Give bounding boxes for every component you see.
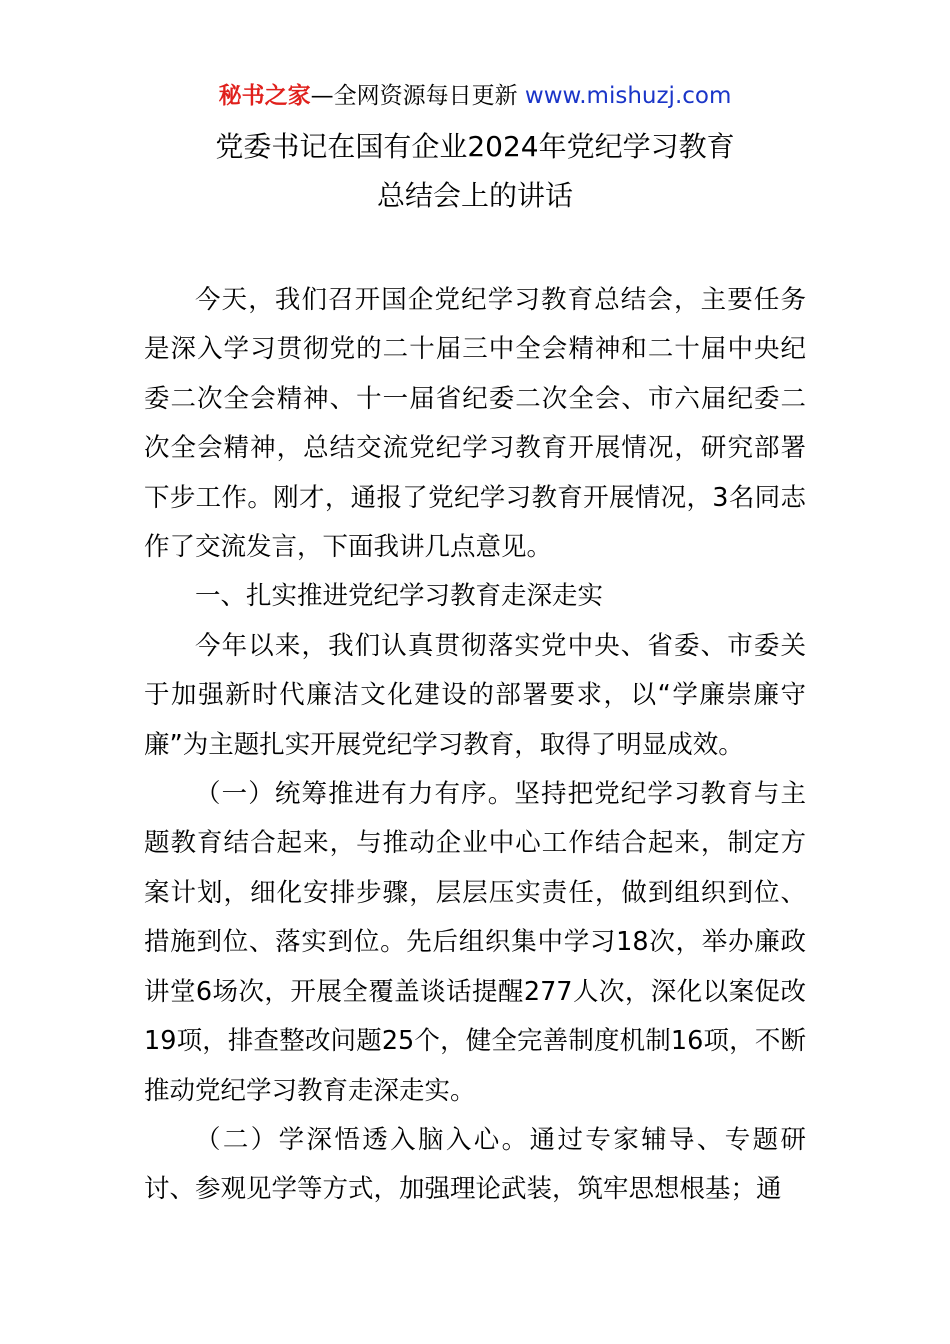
paragraph-subsection-2: （二）学深悟透入脑入心。通过专家辅导、专题研讨、参观见学等方式，加强理论武装，筑牢思想根基；通: [144, 1124, 806, 1205]
header-tagline: —全网资源每日更新: [310, 83, 525, 109]
document-title-line-1: 党委书记在国有企业2024年党纪学习教育: [215, 130, 735, 163]
paragraph-intro: 今天，我们召开国企党纪学习教育总结会，主要任务是深入学习贯彻党的二十届三中全会精神和二十届中央纪委二次全会精神、十一届省纪委二次全会、市六届纪委二次全会精神，总结交流党纪学习教育开展情况，研究部署下步工作。刚才，通报了党纪学习教育开展情况，3名同志作了交流发言，下面我讲几点意见。: [144, 285, 806, 563]
document-body: [144, 276, 806, 1215]
section-heading-1: 一、扎实推进党纪学习教育走深走实: [195, 581, 604, 612]
paragraph-section-1-intro: 今年以来，我们认真贯彻落实党中央、省委、市委关于加强新时代廉洁文化建设的部署要求，以“学廉崇廉守廉”为主题扎实开展党纪学习教育，取得了明显成效。: [144, 630, 806, 760]
paragraph-subsection-1: （一）统筹推进有力有序。坚持把党纪学习教育与主题教育结合起来，与推动企业中心工作结合起来，制定方案计划，细化安排步骤，层层压实责任，做到组织到位、措施到位、落实到位。先后组织集中学习18次，举办廉政讲堂6场次，开展全覆盖谈话提醒277人次，深化以案促改19项，排查整改问题25个，健全完善制度机制16项，不断推动党纪学习教育走深走实。: [144, 779, 806, 1106]
site-url-link[interactable]: www.mishuzj.com: [524, 83, 732, 109]
site-header: [0, 80, 950, 112]
brand-name: 秘书之家: [218, 83, 311, 109]
document-title-line-2: 总结会上的讲话: [376, 179, 573, 212]
